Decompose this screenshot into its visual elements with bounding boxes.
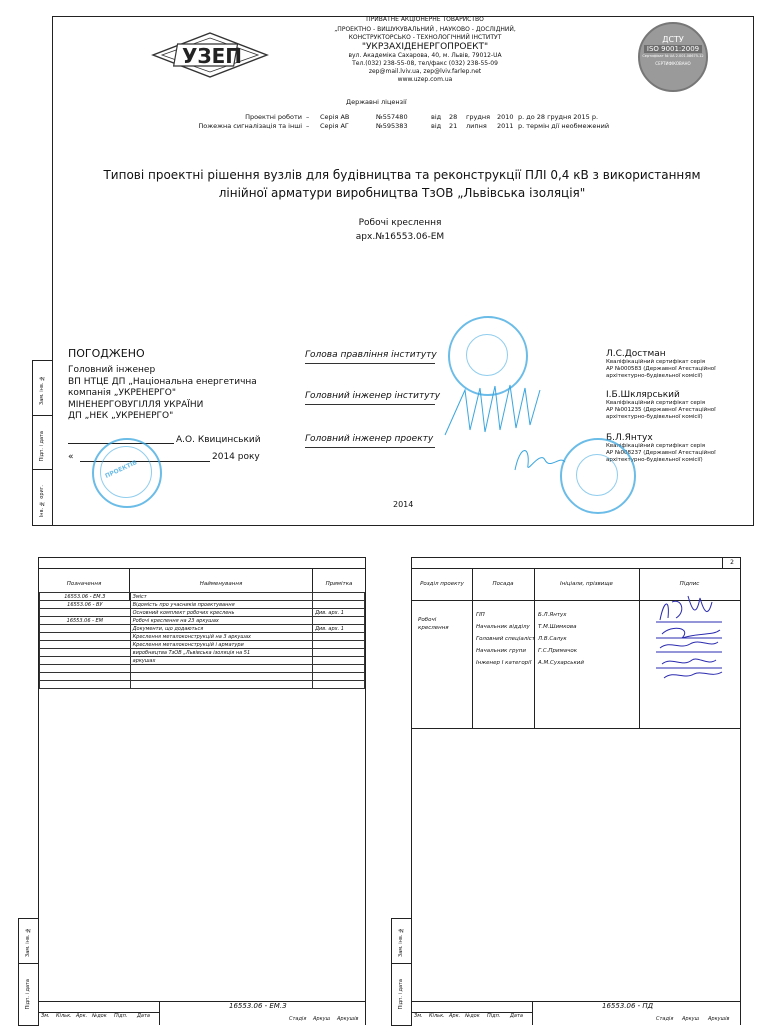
table-cell-note — [313, 665, 365, 673]
signature-scribble — [440, 380, 550, 440]
signature-line — [305, 447, 435, 448]
column-header: Ініціали, прізвище — [560, 581, 613, 587]
side-label: Зам. інв. № — [25, 927, 31, 958]
participant-name: Л.В.Салук — [538, 636, 567, 642]
participant-post: Інженер І категорії — [476, 660, 532, 666]
company-type: ПРИВАТНЕ АКЦІОНЕРНЕ ТОВАРИСТВО — [366, 16, 484, 23]
stamp-right-label: Стадія — [289, 1016, 307, 1022]
cert-line: архітектурно-будівельної комісії) — [606, 373, 703, 379]
signature-scribble — [510, 440, 570, 480]
table-cell-name: Відомість про учасників проектування — [130, 601, 313, 609]
table-cell-name: Документи, що додаються — [130, 625, 313, 633]
sheet-code: 16553.06 - ЕМ.З — [229, 1002, 287, 1010]
column-header: Підпис — [679, 581, 700, 587]
website: www.uzep.com.ua — [397, 76, 453, 83]
approval-line: ВП НТЦЕ ДП „Національна енергетична — [68, 376, 257, 387]
licenses-heading: Державні ліцензії — [346, 98, 407, 106]
license-day: 28 — [449, 113, 458, 121]
stamp-col-label: Кільк. — [56, 1013, 72, 1019]
cert-line: АР №008237 (Державної Атестаційної — [606, 450, 716, 456]
approval-heading: ПОГОДЖЕНО — [68, 347, 145, 360]
svg-text:УЗЕП: УЗЕП — [181, 44, 243, 68]
license-term: р. термін дії необмежений — [518, 122, 610, 130]
project-section-line: Робочі — [418, 617, 437, 623]
contents-table — [39, 592, 365, 689]
column-header: Позначення — [39, 568, 130, 601]
company-header — [300, 16, 550, 84]
stamp-col-label: №док — [465, 1013, 480, 1019]
table-cell-code — [40, 609, 131, 617]
column-header: Примітка — [313, 568, 365, 601]
license-series: Серія АГ — [320, 122, 349, 130]
participant-name: А.М.Сухарський — [538, 660, 584, 666]
stamp-col-label: Підп. — [114, 1013, 128, 1019]
side-label: Інв. № ориг. — [39, 485, 45, 518]
license-day: 21 — [449, 122, 458, 130]
handwritten-signatures — [652, 592, 732, 682]
stamp-col-label: Арк. — [449, 1013, 461, 1019]
table-cell-name: Основний комплект робочих креслень — [130, 609, 313, 617]
table-cell-code — [40, 649, 131, 657]
table-cell-note — [313, 649, 365, 657]
table-cell-note — [313, 593, 365, 601]
sheet-code: 16553.06 - ПД — [602, 1002, 654, 1010]
table-cell-name: аркушах — [130, 657, 313, 665]
cert-line: архітектурно-будівельної комісії) — [606, 414, 703, 420]
position-block — [606, 390, 716, 421]
side-label: Підп. і дата — [25, 979, 31, 1010]
iso-badge-bottom: СЕРТИФІКОВАНО — [655, 61, 691, 66]
table-cell-code — [40, 633, 131, 641]
project-section — [418, 616, 449, 632]
position-name: Л.С.Достман — [606, 349, 666, 359]
table-cell-name — [130, 673, 313, 681]
participants-sheet — [411, 557, 741, 1025]
stamp-right-label: Аркушів — [708, 1016, 730, 1022]
approval-line: компанія „УКРЕНЕРГО" — [68, 388, 177, 398]
table-cell-name: Креслення металоконструкцій на 3 аркушах — [130, 633, 313, 641]
license-from: від — [431, 122, 442, 130]
table-cell-note — [313, 641, 365, 649]
cert-line: Кваліфікаційний сертифікат серія — [606, 443, 706, 449]
date-prefix: « — [68, 452, 74, 462]
table-cell-name: Робочі креслення на 23 аркушах — [130, 617, 313, 625]
table-cell-code — [40, 681, 131, 689]
table-cell-note: Див. арх. 1 — [313, 609, 365, 617]
table-row — [40, 617, 365, 625]
position-name: І.Б.Шклярський — [606, 390, 680, 400]
table-cell-name: Зміст — [130, 593, 313, 601]
table-cell-name: виробництва ТзОВ „Львівська ізоляція на 51 — [130, 649, 313, 657]
table-cell-code: 16553.06 - ЕМ.З — [40, 593, 131, 601]
participant-name: Б.Л.Янтух — [538, 612, 567, 618]
table-cell-note — [313, 681, 365, 689]
phone: Тел.(032) 238-55-08, тел/факс (032) 238-55-09 — [352, 60, 498, 67]
stamp-col-label: Дата — [510, 1013, 523, 1019]
stamp-col-label: №док — [92, 1013, 107, 1019]
stamp-col-label: Зм. — [414, 1013, 423, 1019]
table-cell-code — [40, 625, 131, 633]
cert-line: Кваліфікаційний сертифікат серія — [606, 359, 706, 365]
page-number: 2 — [722, 558, 741, 569]
iso-badge-top: ДСТУ — [662, 35, 684, 44]
title-block-rule — [159, 1001, 160, 1025]
license-label: Проектні роботи — [245, 113, 302, 121]
institute-line: КОНСТРУКТОРСЬКО - ТЕХНОЛОГІЧНИЙ ІНСТИТУТ — [348, 34, 502, 41]
participant-post: Головний спеціаліст — [476, 636, 535, 642]
approval-line: МІНЕНЕРГОВУГІЛЛЯ УКРАЇНИ — [68, 399, 204, 410]
license-label: Пожежна сигналізація та інші — [198, 122, 302, 130]
stamp-right-label: Аркуш — [313, 1016, 331, 1022]
title-block-rule — [39, 1001, 365, 1002]
column-header: Розділ проекту — [420, 581, 464, 587]
table-row — [40, 665, 365, 673]
license-month: липня — [466, 122, 487, 130]
table-row — [40, 593, 365, 601]
position-role: Голова правління інституту — [305, 350, 437, 360]
stamp-col-label: Кільк. — [429, 1013, 445, 1019]
table-cell-note: Див. арх. 1 — [313, 625, 365, 633]
institute-stamp — [560, 438, 636, 514]
table-row — [40, 601, 365, 609]
title-block-rule — [412, 1001, 740, 1002]
side-label: Підп. і дата — [39, 431, 45, 462]
table-cell-note — [313, 657, 365, 665]
stamp-col-label: Підп. — [487, 1013, 501, 1019]
license-from: від — [431, 113, 442, 121]
participant-name: Г.С.Примачок — [538, 648, 578, 654]
document-subtitle: Робочі креслення — [358, 218, 442, 228]
approval-line: Головний інженер — [68, 365, 156, 375]
side-strip — [32, 360, 53, 526]
stamp-right-label: Аркушів — [337, 1016, 359, 1022]
side-label: Підп. і дата — [398, 979, 404, 1010]
table-cell-name — [130, 665, 313, 673]
stamp-col-label: Зм. — [41, 1013, 50, 1019]
column-header: Найменування — [130, 568, 313, 601]
license-number: №595383 — [376, 122, 408, 130]
table-row — [40, 633, 365, 641]
position-role: Головний інженер інституту — [305, 391, 441, 401]
table-cell-code — [40, 665, 131, 673]
side-strip — [18, 918, 39, 1026]
license-term: р. до 28 грудня 2015 р. — [518, 113, 599, 121]
table-row — [40, 641, 365, 649]
table-row — [40, 649, 365, 657]
signature-line — [305, 363, 435, 364]
project-section-line: креслення — [418, 625, 449, 631]
approval-signer: А.О. Квицинський — [176, 435, 261, 445]
cert-line: архітектурно-будівельної комісії) — [606, 457, 703, 463]
column-header: Посада — [492, 581, 514, 587]
stamp-col-label: Арк. — [76, 1013, 88, 1019]
participant-name: Т.М.Шимкова — [538, 624, 577, 630]
document-title-line: Типові проектні рішення вузлів для будівництва та реконструкції ПЛІ 0,4 кВ з використанням — [103, 168, 701, 182]
institute-line: „ПРОЕКТНО - ВИШУКУВАЛЬНИЙ , НАУКОВО - ДОСЛІДНИЙ, — [334, 26, 516, 33]
table-cell-note — [313, 617, 365, 625]
table-cell-name — [130, 681, 313, 689]
position-role: Головний інженер проекту — [305, 434, 434, 444]
table-cell-note — [313, 673, 365, 681]
address: вул. Академіка Сахарова, 40, м. Львів, 79012-UA — [348, 52, 502, 59]
table-cell-code — [40, 657, 131, 665]
email: zep@mail.lviv.ua, zep@lviv.farlep.net — [368, 68, 482, 75]
company-logo — [150, 30, 270, 80]
title-block-rule — [532, 1001, 533, 1025]
license-month: грудня — [466, 113, 491, 121]
table-row — [40, 625, 365, 633]
iso-badge-main: ISO 9001:2009 — [644, 45, 702, 53]
iso-certificate-badge — [638, 22, 708, 92]
side-label: Зам. інв. № — [39, 375, 45, 406]
position-name: Б.Л.Янтух — [606, 433, 653, 443]
participant-post: ГІП — [476, 612, 485, 618]
table-cell-code — [40, 673, 131, 681]
approval-line: ДП „НЕК „УКРЕНЕРГО" — [68, 411, 174, 421]
cert-line: АР №000583 (Державної Атестаційної — [606, 366, 716, 372]
participant-post: Начальник відділу — [476, 624, 530, 630]
position-block — [606, 349, 716, 380]
cert-line: Кваліфікаційний сертифікат серія — [606, 400, 706, 406]
side-strip — [391, 918, 412, 1026]
table-bottom-rule — [412, 728, 740, 729]
license-series: Серія АВ — [320, 113, 350, 121]
approval-date: 2014 року — [212, 452, 260, 462]
participant-post: Начальник групи — [476, 648, 526, 654]
license-number: №557480 — [376, 113, 408, 121]
table-row — [40, 657, 365, 665]
cert-line: АР №001235 (Державної Атестаційної — [606, 407, 716, 413]
institute-name: "УКРЗАХІДЕНЕРГОПРОЕКТ" — [361, 42, 489, 52]
iso-badge-line: Сертифікат № UA 2.001.08675-12 — [642, 54, 704, 58]
table-cell-code: 16553.06 - ЕМ — [40, 617, 131, 625]
approval-lines — [68, 365, 257, 423]
title-sheet: Зам. інв. № Підп. і дата Інв. № ориг. УЗЕП ПРИВАТНЕ АКЦІОНЕРНЕ ТОВАРИСТВО „ПРОЕКТНО - ВИШУКУВАЛЬНИЙ , НАУКОВО - ДОСЛІДНИЙ, КОНСТРУКТОРСЬКО - ТЕХНОЛОГІЧНИЙ ІНСТИТУТ "УКРЗАХІДЕНЕРГОПРОЕКТ" вул. Академіка Сахарова, 40, м. Львів, 79012-UA Тел.(032) 238-55-08, тел/факс (032) 238-55-09 zep@mail.lviv.ua, zep@lviv.farlep.net www.uzep.com.ua ДСТУ ISO 9001:2009 Сертифікат № UA 2.001.08675-12 СЕРТИФІКОВАНО Державні ліцензії Проектні роботи – Серія АВ №557480 від 28 грудня 2010 р. до 28 грудня 2015 р. Пожежна сигналізація та інші – Серія АГ №595383 від 21 липня 2011 р. термін дії необмежений Типові проектні рішення вузлів для будівництва та реконструкції ПЛІ 0,4 кВ з використанням лінійної арматури виробництва ТзОВ „Львівська ізоляція" Робочі креслення арх.№16553.06-ЕМ ПОГОДЖЕНО Головний інженер ВП НТЦЕ ДП „Національна енергетична компанія „УКРЕНЕРГО" МІНЕНЕРГОВУГІЛЛЯ УКРАЇНИ ДП „НЕК „УКРЕНЕРГО" А.О. Квицинський « 2014 року ПРОЕКТІВ Голова правління інституту Головний інженер інституту Головний інженер проекту Л.С.Достман Кваліфікаційний сертифікат серія АР №000583 (Державної Атестаційної архітектурно-будівельної комісії) І.Б.Шклярський Кваліфікаційний сертифікат серія АР №001235 (Державної Атестаційної архітектурно-будівельної комісії) Б.Л.Янтух Кваліфікаційний сертифікат серія АР №008237 (Державної Атестаційної архітектурно-будівельної комісії) 2014 — [0, 0, 768, 530]
contents-sheet — [38, 557, 366, 1025]
archive-number: арх.№16553.06-ЕМ — [355, 232, 445, 242]
stamp-right-label: Стадія — [656, 1016, 674, 1022]
stamp-col-label: Дата — [137, 1013, 150, 1019]
table-row — [40, 681, 365, 689]
table-cell-code — [40, 641, 131, 649]
document-title — [60, 166, 744, 202]
table-cell-name: Креслення металоконструкцій і арматури — [130, 641, 313, 649]
side-label: Зам. інв. № — [398, 927, 404, 958]
ukrenergo-stamp: ПРОЕКТІВ — [92, 438, 162, 508]
table-cell-note — [313, 601, 365, 609]
table-cell-code: 16553.06 - ВУ — [40, 601, 131, 609]
table-cell-note — [313, 633, 365, 641]
signature-line — [305, 404, 435, 405]
license-year: 2010 — [497, 113, 514, 121]
license-year: 2011 — [497, 122, 514, 130]
stamp-right-label: Аркуш — [682, 1016, 700, 1022]
table-row — [40, 673, 365, 681]
document-year: 2014 — [393, 500, 414, 509]
table-row — [40, 609, 365, 617]
document-title-line: лінійної арматури виробництва ТзОВ „Львівська ізоляція" — [218, 186, 586, 200]
